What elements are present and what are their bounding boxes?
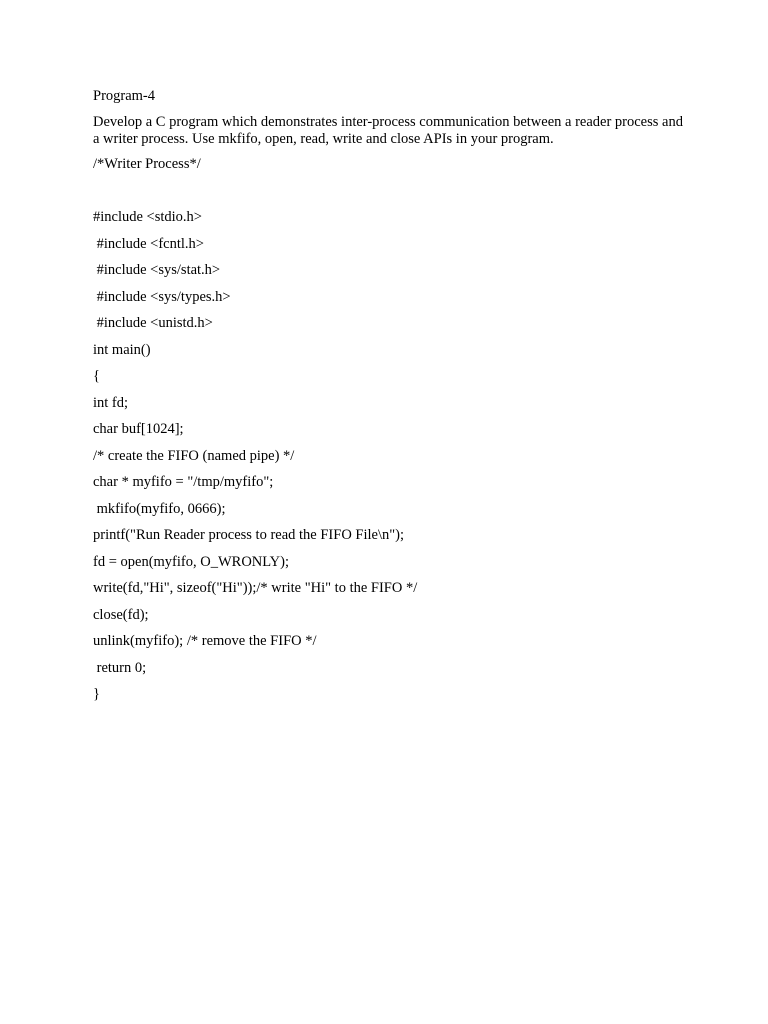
code-line: /* create the FIFO (named pipe) */ [93, 447, 295, 464]
code-line: #include <sys/stat.h> [93, 262, 221, 278]
code-line: char * myfifo = "/tmp/myfifo"; [93, 474, 274, 490]
code-line: unlink(myfifo); /* remove the FIFO */ [93, 633, 317, 649]
code-line: #include <sys/types.h> [93, 288, 231, 305]
program-title: Program-4 [93, 88, 156, 104]
code-line: #include <unistd.h> [93, 315, 213, 331]
section-label: /*Writer Process*/ [93, 156, 201, 172]
program-description: Develop a C program which demonstrates inter-process communication between a reader process and a writer process. Use mkfifo, open, read, write and close APIs in your program. [93, 114, 683, 147]
code-line: close(fd); [93, 606, 149, 623]
code-line: } [93, 686, 100, 702]
code-line: write(fd,"Hi", sizeof("Hi"));/* write "Hi" to the FIFO */ [93, 580, 418, 596]
code-line: mkfifo(myfifo, 0666); [93, 500, 226, 517]
code-block [93, 209, 683, 713]
code-line: { [93, 368, 100, 384]
code-line: char buf[1024]; [93, 421, 184, 437]
code-line: fd = open(myfifo, O_WRONLY); [93, 553, 289, 570]
document-body [93, 88, 683, 713]
code-line: #include <stdio.h> [93, 209, 202, 225]
code-line: #include <fcntl.h> [93, 235, 204, 252]
code-line: int fd; [93, 394, 129, 411]
code-line: int main() [93, 341, 151, 358]
code-line: return 0; [93, 659, 147, 676]
code-line: printf("Run Reader process to read the FIFO File\n"); [93, 527, 405, 543]
